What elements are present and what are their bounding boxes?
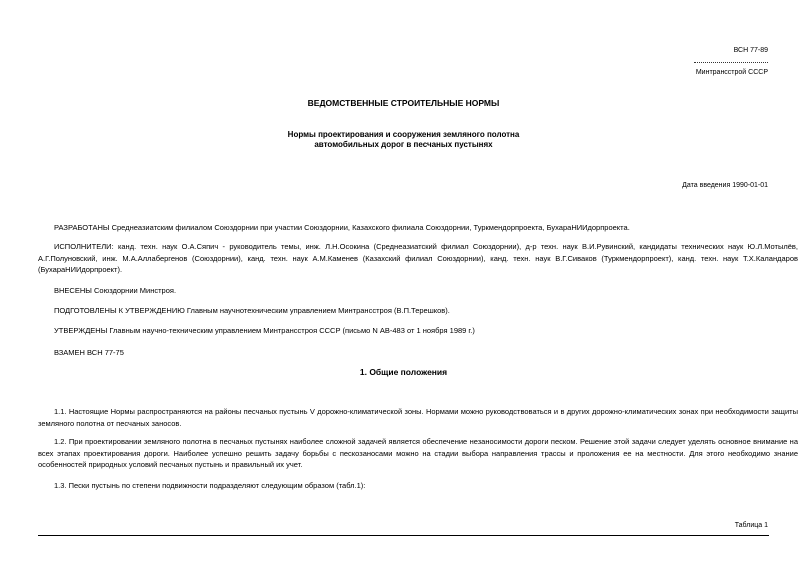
clause-1-2 <box>38 436 798 472</box>
document-organization: Минтрансстрой СССР <box>695 69 768 76</box>
prepared-paragraph <box>38 305 769 317</box>
performers-paragraph <box>38 241 798 277</box>
clause-1-2-text: 1.2. При проектировании земляного полотна в песчаных пустынях наиболее сложной задачей является обеспечение незаносимости дороги песком. Решение этой задачи следует уделять основное внимание на всех этапах проектирования дороги. Наиболее успешно решить задачу борьбы с пескозаносами можно на стадии выбора направления трассы и проложения ее на местности. Для этого необходимо знание особенностей природных условий песчаных пустынь и правильный их учет. <box>38 437 798 469</box>
document-subtitle-line1: Нормы проектирования и сооружения земляного полотна <box>287 130 520 139</box>
approved-text: УТВЕРЖДЕНЫ Главным научно-техническим управлением Минтрансстроя СССР (письмо N АВ-483 от 1 ноября 1989 г.) <box>54 326 475 335</box>
replaces-paragraph <box>38 347 769 359</box>
prepared-text: ПОДГОТОВЛЕНЫ К УТВЕРЖДЕНИЮ Главным научнотехническим управлением Минтрансстроя (В.П.Терешков). <box>54 306 450 315</box>
document-title: ВЕДОМСТВЕННЫЕ СТРОИТЕЛЬНЫЕ НОРМЫ <box>307 98 500 108</box>
clause-1-3 <box>38 480 769 492</box>
header-divider <box>694 62 768 63</box>
introduced-paragraph <box>38 285 769 297</box>
document-code: ВСН 77-89 <box>733 47 768 54</box>
table-top-border <box>38 535 769 536</box>
table-caption: Таблица 1 <box>734 522 768 529</box>
introduced-text: ВНЕСЕНЫ Союздорнии Минстроя. <box>54 286 177 295</box>
performers-text: ИСПОЛНИТЕЛИ: канд. техн. наук О.А.Сяпич - руководитель темы, инж. Л.Н.Осокина (Среднеазиатский филиал Союздорнии), д-р техн. наук В.И.Рувинский, кандидаты технических наук Ю.Л.Мотылёв, А.Г.Полуновский, инж. М.А.Аллабергенов (Союздорнии), канд. техн. наук А.М.Каменев (Казахский филиал Союздорнии), канд. техн. наук В.Г.Сиваков (Туркмендорпроект), канд. техн. наук Т.Х.Каландаров (БухараНИИдорпроект). <box>38 242 798 274</box>
clause-1-1-text: 1.1. Настоящие Нормы распространяются на районы песчаных пустынь V дорожно-климатической зоны. Нормами можно руководствоваться и в других дорожно-климатических зонах при необходимости защиты земляного полотна от песчаных заносов. <box>38 407 798 428</box>
document-subtitle-line2: автомобильных дорог в песчаных пустынях <box>314 140 493 149</box>
approved-paragraph <box>38 325 769 337</box>
clause-1-1 <box>38 406 798 430</box>
effective-date: Дата введения 1990-01-01 <box>682 182 768 189</box>
clause-1-3-text: 1.3. Пески пустынь по степени подвижности подразделяют следующим образом (табл.1): <box>54 481 366 490</box>
developed-paragraph <box>38 222 769 234</box>
section-heading: 1. Общие положения <box>359 367 448 377</box>
replaces-text: ВЗАМЕН ВСН 77-75 <box>54 348 124 357</box>
developed-text: РАЗРАБОТАНЫ Среднеазиатским филиалом Союздорнии при участии Союздорнии, Казахского филиала Союздорнии, Туркмендорпроекта, БухараНИИдорпроекта. <box>54 223 630 232</box>
